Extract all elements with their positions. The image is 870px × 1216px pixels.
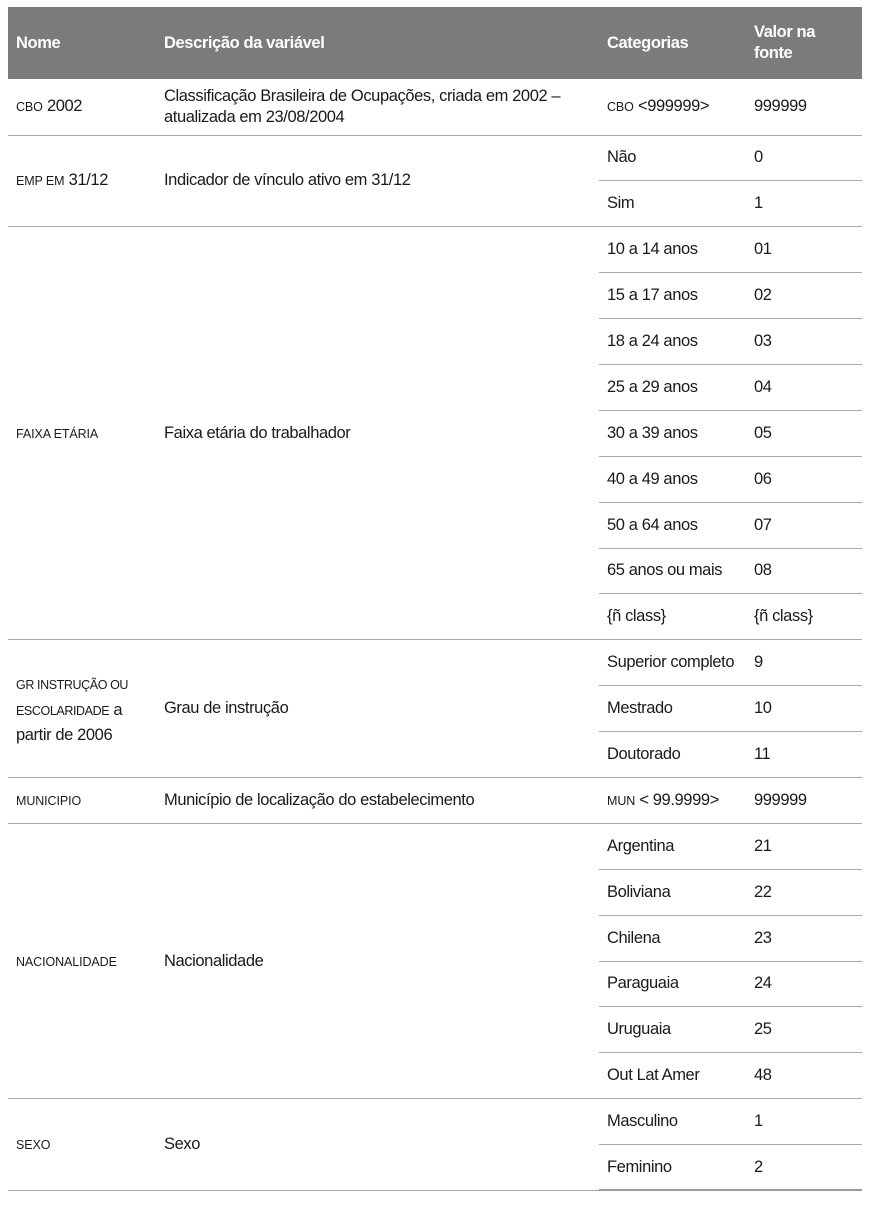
category: 25 a 29 anos	[599, 364, 746, 410]
header-nome: Nome	[8, 7, 156, 79]
name-rest: 31/12	[64, 171, 108, 190]
cat-rest: <999999>	[633, 97, 710, 116]
source-value: 01	[746, 227, 862, 273]
source-value: 48	[746, 1053, 862, 1099]
header-valor: Valor na fonte	[746, 7, 862, 79]
source-value: 0	[746, 135, 862, 181]
source-value: 999999	[746, 777, 862, 823]
table-row	[8, 1099, 862, 1145]
category: Superior completo	[599, 640, 746, 686]
var-description: Grau de instrução	[156, 640, 599, 778]
table-row	[8, 823, 862, 869]
name-smallcaps: NACIONALIDADE	[16, 954, 117, 969]
category: 30 a 39 anos	[599, 410, 746, 456]
header-categorias: Categorias	[599, 7, 746, 79]
category: 15 a 17 anos	[599, 273, 746, 319]
source-value: 1	[746, 181, 862, 227]
name-smallcaps: CBO	[16, 100, 43, 115]
category: {ñ class}	[599, 594, 746, 640]
name-smallcaps: EMP EM	[16, 174, 65, 189]
var-name	[8, 777, 156, 823]
cat-smallcaps: MUN	[607, 793, 636, 808]
header-row	[8, 7, 862, 79]
category: Chilena	[599, 915, 746, 961]
source-value: 07	[746, 502, 862, 548]
source-value: 03	[746, 319, 862, 365]
category: Masculino	[599, 1099, 746, 1145]
source-value: 04	[746, 364, 862, 410]
category: Mestrado	[599, 686, 746, 732]
var-description: Classificação Brasileira de Ocupações, criada em 2002 – atualizada em 23/08/2004	[156, 79, 599, 135]
table-row	[8, 777, 862, 823]
header-descricao: Descrição da variável	[156, 7, 599, 79]
source-value: 2	[746, 1145, 862, 1191]
source-value: 06	[746, 456, 862, 502]
var-description: Indicador de vínculo ativo em 31/12	[156, 135, 599, 227]
table-row	[8, 227, 862, 273]
source-value: 23	[746, 915, 862, 961]
source-value: 25	[746, 1007, 862, 1053]
source-value: 9	[746, 640, 862, 686]
var-name	[8, 227, 156, 640]
cat-smallcaps: CBO	[607, 100, 634, 115]
name-smallcaps: FAIXA ETÁRIA	[16, 426, 99, 441]
category: Argentina	[599, 823, 746, 869]
name-smallcaps: GR INSTRUÇÃO OU ESCOLARIDADE	[16, 677, 129, 718]
category: Uruguaia	[599, 1007, 746, 1053]
source-value: 21	[746, 823, 862, 869]
name-rest: a partir de 2006	[16, 700, 123, 744]
var-name	[8, 823, 156, 1098]
source-value: 11	[746, 732, 862, 778]
category: Sim	[599, 181, 746, 227]
var-name	[8, 135, 156, 227]
name-rest: 2002	[42, 97, 83, 116]
category	[599, 777, 746, 823]
source-value: 1	[746, 1099, 862, 1145]
category: Boliviana	[599, 869, 746, 915]
category: Out Lat Amer	[599, 1053, 746, 1099]
var-name	[8, 79, 156, 135]
source-value: 22	[746, 869, 862, 915]
source-value: 999999	[746, 79, 862, 135]
category: Paraguaia	[599, 961, 746, 1007]
cat-rest: < 99.9999>	[635, 790, 719, 809]
name-smallcaps: MUNICIPIO	[16, 793, 82, 808]
source-value: {ñ class}	[746, 594, 862, 640]
category: Feminino	[599, 1145, 746, 1191]
name-smallcaps: SEXO	[16, 1138, 51, 1153]
category: 65 anos ou mais	[599, 548, 746, 594]
category: 18 a 24 anos	[599, 319, 746, 365]
source-value: 05	[746, 410, 862, 456]
table-row	[8, 79, 862, 135]
variables-table	[8, 7, 862, 1191]
category: Não	[599, 135, 746, 181]
var-name	[8, 1099, 156, 1191]
var-description: Nacionalidade	[156, 823, 599, 1098]
var-description: Faixa etária do trabalhador	[156, 227, 599, 640]
source-value: 24	[746, 961, 862, 1007]
var-description: Sexo	[156, 1099, 599, 1191]
category: 50 a 64 anos	[599, 502, 746, 548]
var-name	[8, 640, 156, 778]
category	[599, 79, 746, 135]
source-value: 02	[746, 273, 862, 319]
category: 40 a 49 anos	[599, 456, 746, 502]
category: 10 a 14 anos	[599, 227, 746, 273]
category: Doutorado	[599, 732, 746, 778]
source-value: 08	[746, 548, 862, 594]
source-value: 10	[746, 686, 862, 732]
table-row	[8, 640, 862, 686]
var-description: Município de localização do estabelecimento	[156, 777, 599, 823]
table-row	[8, 135, 862, 181]
